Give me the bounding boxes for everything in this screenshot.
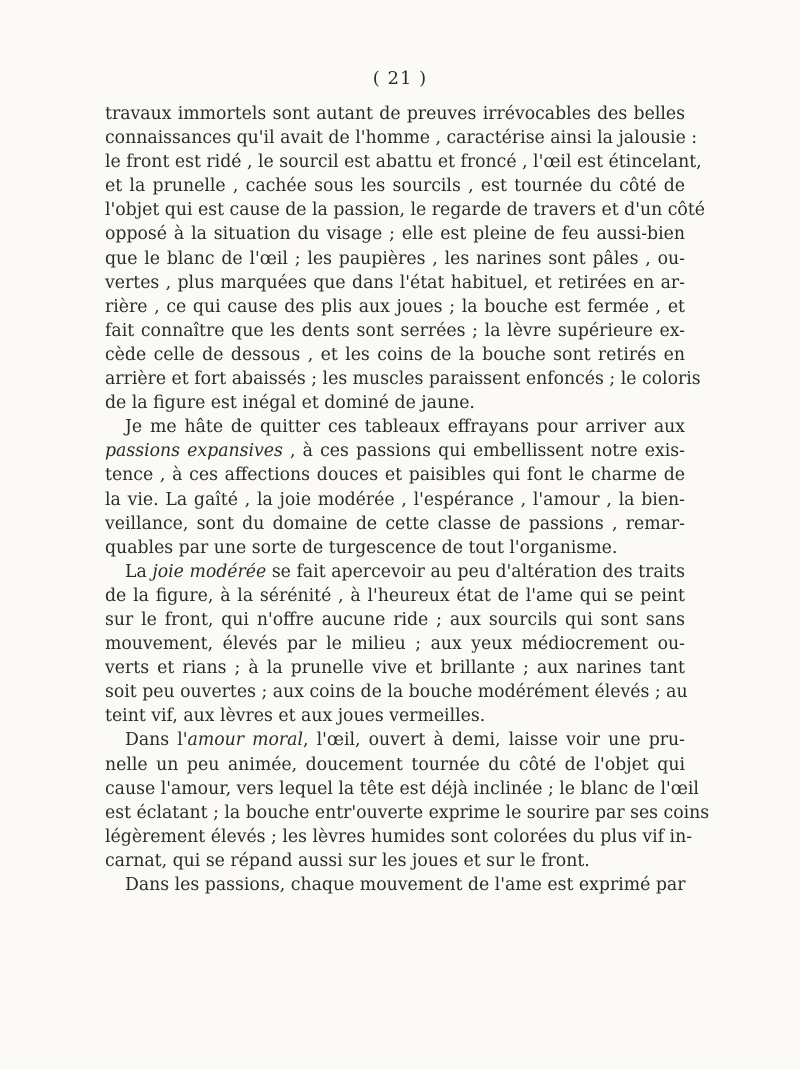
text-run: La: [125, 561, 153, 582]
text-line: [105, 488, 685, 512]
text-line: [105, 126, 698, 150]
text-run: nelle un peu animée, doucement tournée du côté de l'objet qui: [105, 754, 685, 775]
text-line: [105, 608, 685, 632]
text-run: se fait apercevoir au peu d'altération des traits: [266, 561, 686, 582]
page-number: ( 21 ): [372, 68, 428, 89]
text-run: est éclatant ; la bouche entr'ouverte exprime le sourire par ses coins: [105, 802, 710, 823]
body-text: [105, 102, 710, 897]
text-line: [105, 632, 685, 656]
text-run: cause l'amour, vers lequel la tête est déjà inclinée ; le blanc de l'œil: [105, 778, 699, 799]
text-line: [105, 801, 710, 825]
text-run: légèrement élevés ; les lèvres humides sont colorées du plus vif in-: [105, 826, 693, 847]
text-line: [105, 584, 685, 608]
text-run: tence , à ces affections douces et paisibles qui font le charme de: [105, 465, 685, 486]
text-line: [105, 463, 685, 487]
text-line: [105, 512, 685, 536]
text-run: Dans l': [125, 730, 188, 751]
text-run: opposé à la situation du visage ; elle est pleine de feu aussi-bien: [105, 224, 685, 245]
text-line: [105, 247, 685, 271]
text-run: que le blanc de l'œil ; les paupières , les narines sont pâles , ou-: [105, 248, 685, 269]
italic-term: passions expansives: [105, 441, 283, 462]
text-line: [105, 102, 685, 126]
text-run: sur le front, qui n'offre aucune ride ; aux sourcils qui sont sans: [105, 609, 685, 630]
text-run: connaissances qu'il avait de l'homme , caractérise ainsi la jalousie :: [105, 128, 698, 149]
text-line: [105, 367, 701, 391]
text-line: [105, 174, 685, 198]
text-line: [105, 753, 685, 777]
text-line: [105, 222, 685, 246]
italic-term: joie modérée: [152, 561, 267, 582]
text-run: cède celle de dessous , et les coins de la bouche sont retirés en: [105, 344, 685, 365]
text-line: [105, 439, 685, 463]
text-run: , à ces passions qui embellissent notre exis-: [282, 441, 685, 462]
text-line: [105, 295, 685, 319]
text-line: [105, 728, 685, 752]
text-line: [105, 825, 693, 849]
text-run: , l'œil, ouvert à demi, laisse voir une pru-: [303, 730, 685, 751]
text-line: [105, 319, 685, 343]
text-line: [105, 680, 688, 704]
text-run: l'objet qui est cause de la passion, le regarde de travers et d'un côté: [105, 200, 706, 221]
text-line: [105, 391, 685, 415]
text-line: [105, 271, 685, 295]
text-line: [105, 656, 685, 680]
text-run: de la figure est inégal et dominé de jaune.: [105, 393, 475, 414]
text-line: [105, 849, 685, 873]
text-line: [105, 343, 685, 367]
text-line: [105, 415, 685, 439]
text-line: [105, 150, 702, 174]
text-run: arrière et fort abaissés ; les muscles paraissent enfoncés ; le coloris: [105, 369, 701, 390]
text-line: [105, 777, 699, 801]
italic-term: amour moral: [187, 730, 304, 751]
text-line: [105, 873, 685, 897]
text-run: mouvement, élevés par le milieu ; aux yeux médiocrement ou-: [105, 634, 685, 655]
text-run: le front est ridé , le sourcil est abattu et froncé , l'œil est étincelant,: [105, 152, 702, 173]
text-line: [105, 536, 685, 560]
text-line: [105, 560, 685, 584]
text-run: et la prunelle , cachée sous les sourcils , est tournée du côté de: [105, 176, 685, 197]
text-run: rière , ce qui cause des plis aux joues ; la bouche est fermée , et: [105, 296, 685, 317]
text-run: vertes , plus marquées que dans l'état habituel, et retirées en ar-: [105, 272, 685, 293]
text-run: fait connaître que les dents sont serrées ; la lèvre supérieure ex-: [105, 320, 685, 341]
text-run: de la figure, à la sérénité , à l'heureux état de l'ame qui se peint: [105, 585, 685, 606]
text-run: carnat, qui se répand aussi sur les joues et sur le front.: [105, 850, 590, 871]
text-run: la vie. La gaîté , la joie modérée , l'espérance , l'amour , la bien-: [105, 489, 685, 510]
text-run: veillance, sont du domaine de cette classe de passions , remar-: [105, 513, 685, 534]
text-run: teint vif, aux lèvres et aux joues vermeilles.: [105, 706, 486, 727]
text-run: Je me hâte de quitter ces tableaux effrayans pour arriver aux: [125, 417, 685, 438]
text-run: travaux immortels sont autant de preuves irrévocables des belles: [105, 104, 685, 124]
text-line: [105, 198, 706, 222]
text-run: soit peu ouvertes ; aux coins de la bouche modérément élevés ; au: [105, 682, 688, 703]
text-run: quables par une sorte de turgescence de tout l'organisme.: [105, 537, 618, 558]
text-run: Dans les passions, chaque mouvement de l'ame est exprimé par: [125, 875, 686, 895]
text-line: [105, 704, 685, 728]
text-run: verts et rians ; à la prunelle vive et brillante ; aux narines tant: [105, 658, 685, 679]
